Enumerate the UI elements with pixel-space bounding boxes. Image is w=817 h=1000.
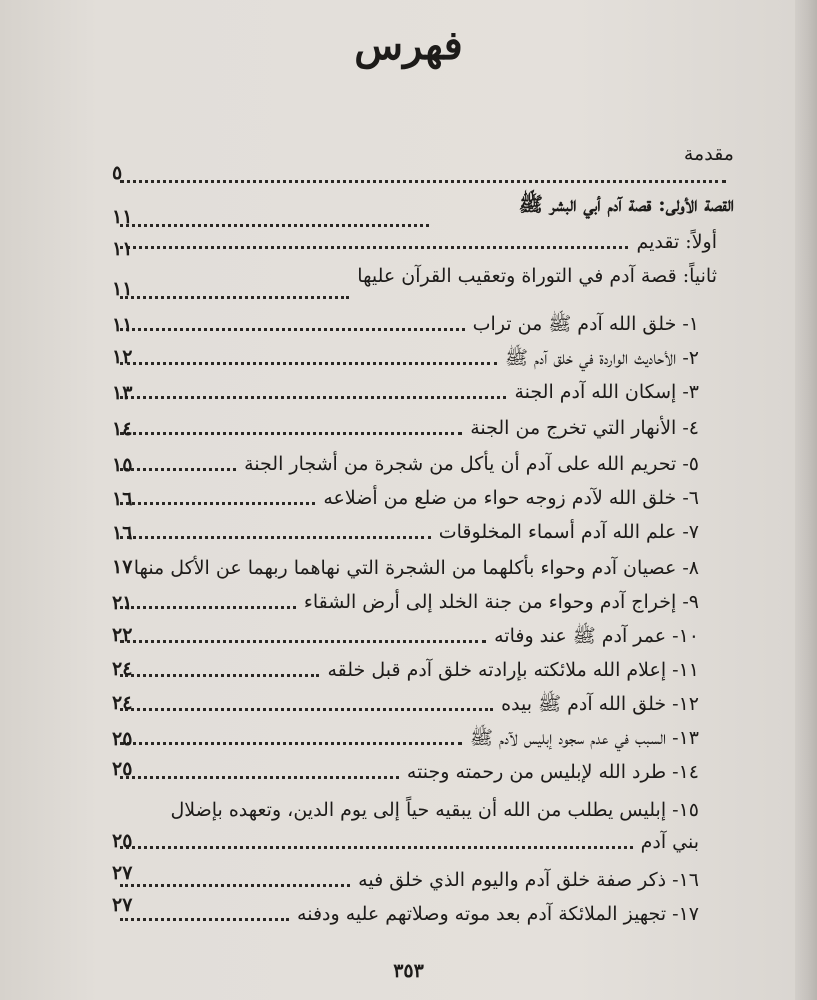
toc-entry-page: ١٦ (112, 522, 133, 544)
toc-entry (110, 304, 699, 336)
toc-entry (110, 860, 699, 892)
toc-entry (110, 338, 699, 370)
toc-entry (110, 372, 699, 404)
toc-entry-page: ١١ (112, 206, 133, 228)
toc-entry-text: ٨- عصيان آدم وحواء بأكلهما من الشجرة التي نهاهما ربهما عن الأكل منها (133, 557, 699, 579)
toc-entry-page: ١٧ (112, 556, 133, 578)
page-title: فهرس (354, 22, 463, 69)
toc-entry (110, 408, 699, 440)
toc-entry (110, 478, 699, 510)
toc-entry-text: ٦- خلق الله لآدم زوجه حواء من ضلع من أضلاعه (323, 487, 699, 509)
toc-entry-text: ١٥- إبليس يطلب من الله أن يبقيه حياً إلى يوم الدين، وتعهده بإضلال (170, 799, 699, 821)
dot-leader (120, 883, 350, 887)
page-number: ٣٥٣ (393, 960, 424, 982)
toc-entry (133, 548, 699, 580)
toc-entry (110, 718, 699, 750)
toc-entry-text: ١٦- ذكر صفة خلق آدم واليوم الذي خلق فيه (358, 869, 699, 891)
toc-entry-text: ٢- الأحاديث الواردة في خلق آدم ﷺ (504, 347, 699, 369)
toc-entry-page: ٢٤ (112, 692, 133, 714)
dot-leader (120, 535, 431, 539)
dot-leader (120, 327, 465, 331)
dot-leader (120, 741, 462, 745)
toc-entry-page: ١١ (112, 278, 133, 300)
toc-entry-text: ٧- علم الله آدم أسماء المخلوقات (438, 521, 699, 543)
toc-entry-page: ١٢ (112, 346, 133, 368)
toc-entry-text: القصة الأولى: قصة آدم أبي البشر ﷺ (518, 192, 734, 216)
toc-entry-page: ٢٧ (112, 862, 133, 884)
dot-leader (120, 245, 628, 249)
toc-entry-page: ٢٥ (112, 728, 133, 750)
toc-entry-text: ٣- إسكان الله آدم الجنة (514, 381, 699, 403)
dot-leader (120, 179, 726, 183)
toc-entry-page: ١٦ (112, 488, 133, 510)
toc-entry-text: ١- خلق الله آدم ﷺ من تراب (472, 313, 699, 335)
toc-entry (110, 650, 699, 682)
toc-entry-page: ٥ (112, 162, 123, 184)
toc-entry-page: ٢٢ (112, 624, 133, 646)
toc-entry-text: ١٣- السبب في عدم سجود إبليس لآدم ﷺ (469, 727, 699, 749)
toc-entry-page: ١٥ (112, 454, 133, 476)
toc-entry-text: ١٤- طرد الله لإبليس من رحمته وجنته (406, 761, 699, 783)
toc-entry (110, 822, 699, 854)
toc-entry-page: ٢٧ (112, 894, 133, 916)
dot-leader (120, 361, 497, 365)
toc-entry-page: ٢٥ (112, 830, 133, 852)
toc-entry-text: ١١- إعلام الله ملائكته بإرادته خلق آدم قبل خلقه (327, 659, 699, 681)
toc-entry-text: ثانياً: قصة آدم في التوراة وتعقيب القرآن عليها (357, 265, 717, 287)
dot-leader (120, 295, 349, 299)
toc-entry (118, 790, 699, 822)
toc-entry (110, 894, 699, 926)
toc-entry (110, 752, 699, 784)
toc-entry-page: ١١ (112, 314, 133, 336)
toc-entry-page: ١٣ (112, 382, 133, 404)
toc-entry-text: ١٧- تجهيز الملائكة آدم بعد موته وصلاتهم عليه ودفنه (297, 903, 699, 925)
toc-entry (110, 616, 699, 648)
toc-entry-page: ١١ (112, 238, 133, 260)
toc-entry-page: ٢٥ (112, 758, 133, 780)
toc-entry-text: ٤- الأنهار التي تخرج من الجنة (470, 417, 699, 439)
dot-leader (120, 639, 486, 643)
toc-entry-text: بني آدم (640, 831, 699, 853)
toc-entry-text: ١٢- خلق الله آدم ﷺ بيده (501, 693, 699, 715)
toc-entry (110, 222, 717, 254)
toc-entry (110, 582, 699, 614)
dot-leader (120, 431, 462, 435)
dot-leader (120, 775, 399, 779)
toc-entry-page: ١٤ (112, 418, 133, 440)
toc-entry (110, 444, 699, 476)
toc-entry-text: مقدمة (683, 143, 734, 165)
toc-entry-text: ١٠- عمر آدم ﷺ عند وفاته (494, 625, 699, 647)
dot-leader (120, 395, 506, 399)
dot-leader (120, 707, 493, 711)
dot-leader (120, 845, 633, 849)
toc-entry (110, 684, 699, 716)
toc-entry-text: ٥- تحريم الله على آدم أن يأكل من شجرة من أشجار الجنة (244, 453, 699, 475)
dot-leader (120, 917, 289, 921)
toc-entry (110, 512, 699, 544)
toc-entry-text: ٩- إخراج آدم وحواء من جنة الخلد إلى أرض الشقاء (303, 591, 699, 613)
toc-entry-page: ٢١ (112, 592, 133, 614)
toc-entry-page: ٢٤ (112, 658, 133, 680)
toc-entry-text: أولاً: تقديم (636, 231, 717, 253)
